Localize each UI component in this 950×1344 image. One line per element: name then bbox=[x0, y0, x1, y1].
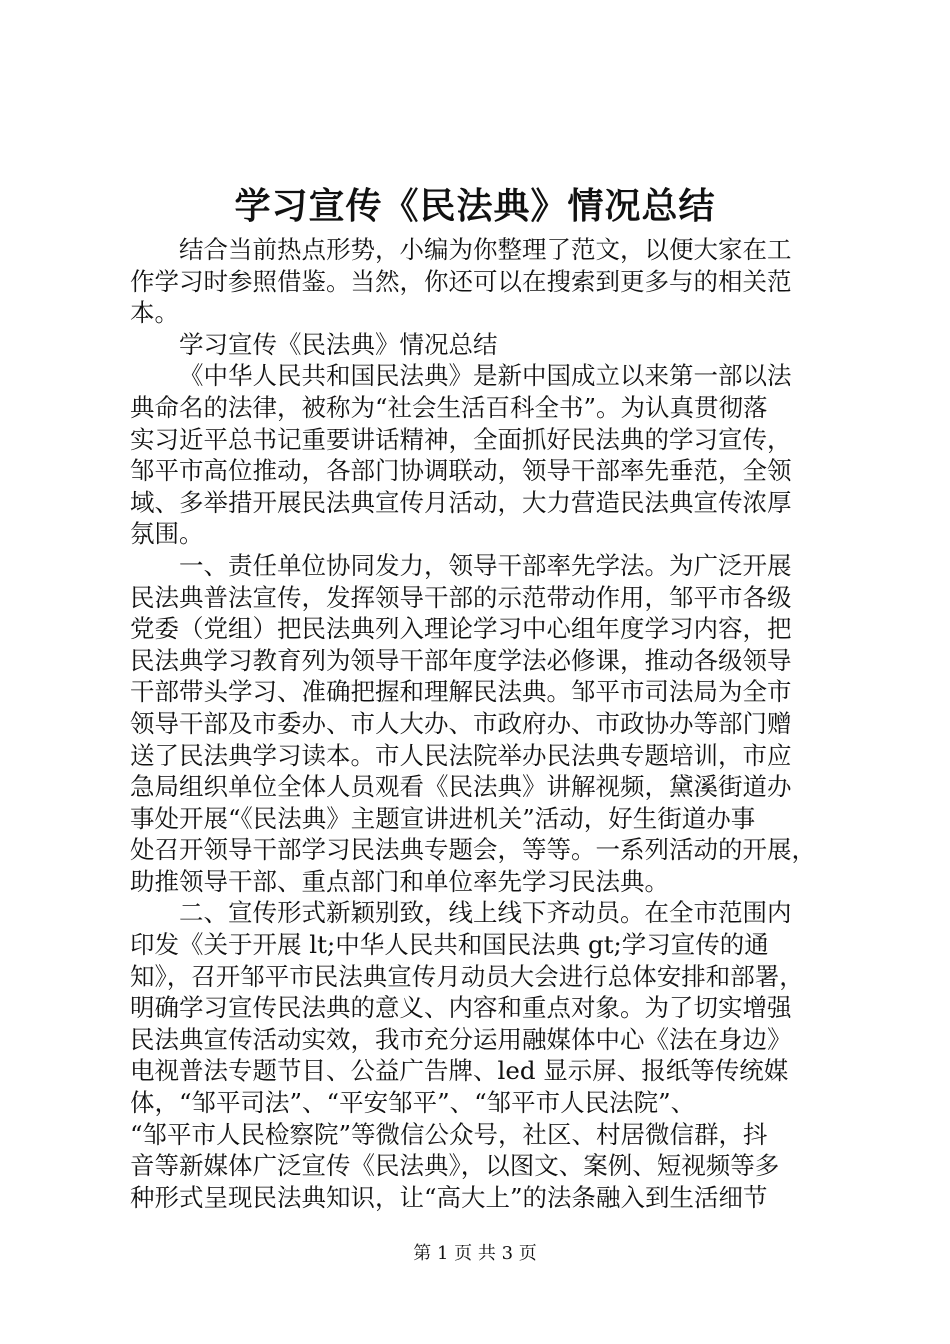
document-body bbox=[130, 234, 835, 1213]
text-line: 《中华人民共和国民法典》是新中国成立以来第一部以法 bbox=[179, 361, 792, 391]
text-line: 结合当前热点形势，小编为你整理了范文，以便大家在工 bbox=[179, 235, 792, 264]
text-line: 音等新媒体广泛宣传《民法典》，以图文、案例、短视频等多 bbox=[130, 1151, 780, 1181]
text-line: 一、责任单位协同发力，领导干部率先学法。为广泛开展 bbox=[179, 550, 792, 580]
text-line: 本。 bbox=[130, 298, 179, 328]
text-line: 邹平市高位推动，各部门协调联动，领导干部率先垂范，全领 bbox=[130, 456, 792, 486]
text-line: 印发《关于开展 lt;中华人民共和国民法典 gt;学习宣传的通 bbox=[130, 930, 769, 960]
text-line: 民法典宣传活动实效，我市充分运用融媒体中心《法在身边》 bbox=[130, 1024, 792, 1054]
text-line: 事处开展“《民法典》主题宣讲进机关”活动，好生街道办事 bbox=[130, 803, 756, 833]
text-line: 学习宣传《民法典》情况总结 bbox=[179, 329, 498, 359]
text-line: 民法典普法宣传，发挥领导干部的示范带动作用，邹平市各级 bbox=[130, 582, 792, 612]
text-line: 送了民法典学习读本。市人民法院举办民法典专题培训，市应 bbox=[130, 740, 792, 770]
page-footer: 第 1 页 共 3 页 bbox=[413, 1243, 537, 1264]
text-line: 急局组织单位全体人员观看《民法典》讲解视频，黛溪街道办 bbox=[130, 772, 792, 802]
text-line: 作学习时参照借鉴。当然，你还可以在搜索到更多与的相关范 bbox=[130, 266, 792, 296]
text-line: 二、宣传形式新颖别致，线上线下齐动员。在全市范围内 bbox=[179, 898, 792, 928]
text-line: 领导干部及市委办、市人大办、市政府办、市政协办等部门赠 bbox=[130, 708, 792, 738]
text-line: “邹平市人民检察院”等微信公众号，社区、村居微信群，抖 bbox=[130, 1119, 768, 1149]
text-line: 处召开领导干部学习民法典专题会，等等。一系列活动的开展， bbox=[130, 835, 816, 865]
text-line: 域、多举措开展民法典宣传月活动，大力营造民法典宣传浓厚 bbox=[130, 487, 792, 517]
text-line: 助推领导干部、重点部门和单位率先学习民法典。 bbox=[130, 866, 669, 896]
text-line: 氛围。 bbox=[130, 519, 204, 549]
text-line: 体，“邹平司法”、“平安邹平”、“邹平市人民法院”、 bbox=[130, 1088, 696, 1118]
text-line: 典命名的法律，被称为“社会生活百科全书”。为认真贯彻落 bbox=[130, 392, 768, 422]
text-line: 电视普法专题节目、公益广告牌、led 显示屏、报纸等传统媒 bbox=[130, 1056, 789, 1086]
text-line: 知》，召开邹平市民法典宣传月动员大会进行总体安排和部署， bbox=[130, 961, 804, 991]
document-title: 学习宣传《民法典》情况总结 bbox=[234, 186, 716, 227]
text-line: 干部带头学习、准确把握和理解民法典。邹平市司法局为全市 bbox=[130, 677, 792, 707]
text-line: 种形式呈现民法典知识，让“高大上”的法条融入到生活细节 bbox=[130, 1182, 768, 1212]
text-line: 实习近平总书记重要讲话精神，全面抓好民法典的学习宣传， bbox=[130, 424, 792, 454]
text-line: 明确学习宣传民法典的意义、内容和重点对象。为了切实增强 bbox=[130, 993, 792, 1023]
text-line: 民法典学习教育列为领导干部年度学法必修课，推动各级领导 bbox=[130, 645, 792, 675]
text-line: 党委（党组）把民法典列入理论学习中心组年度学习内容，把 bbox=[130, 614, 792, 644]
